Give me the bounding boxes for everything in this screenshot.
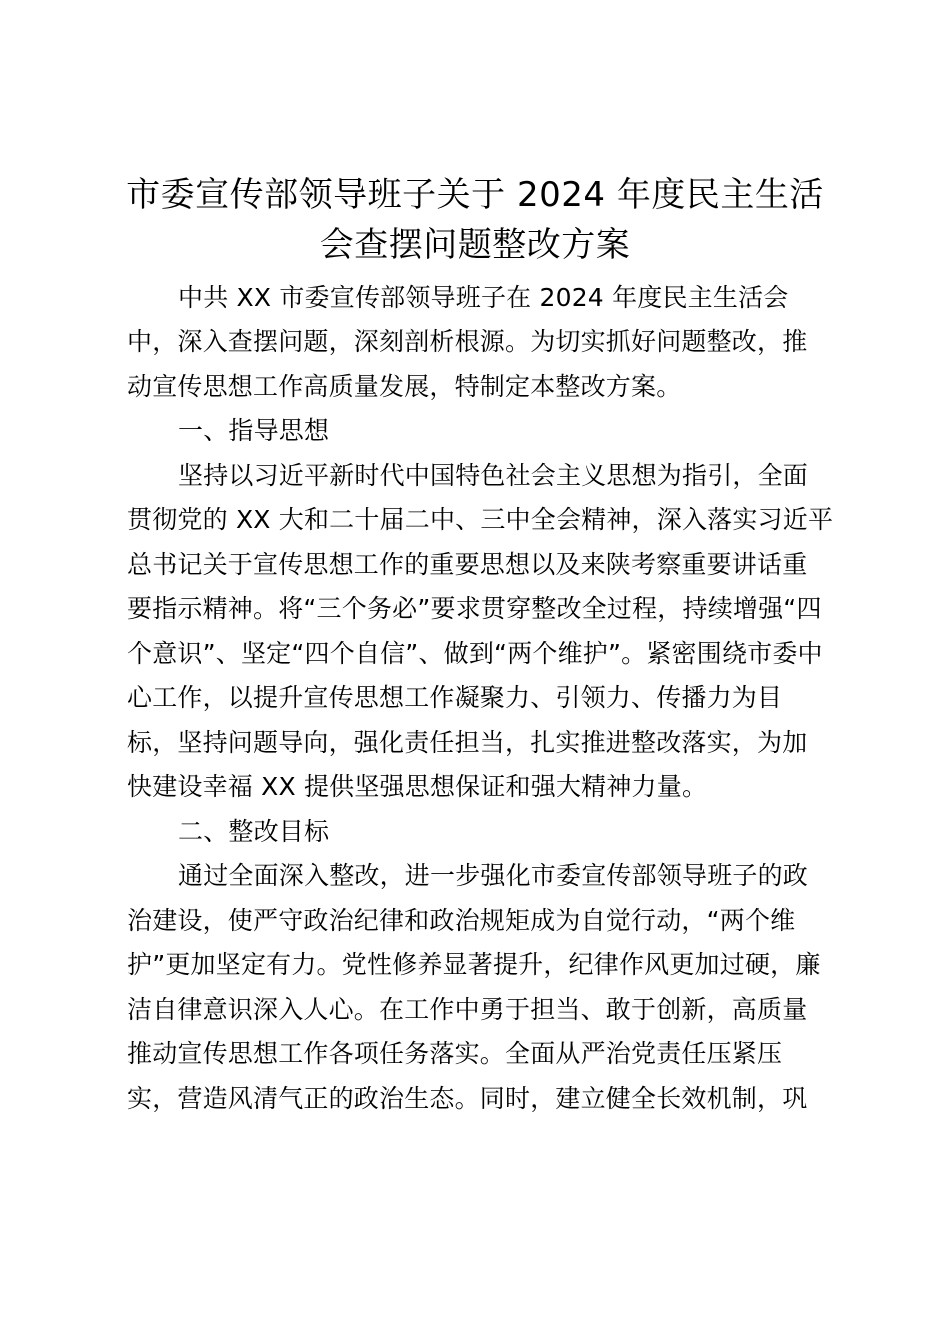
body-line-1: 中共 XX 市委宣传部领导班子在 2024 年度民主生活会 <box>178 283 789 312</box>
body-line-16: 护”更加坚定有力。党性修养显著提升，纪律作风更加过硬，廉 <box>127 950 821 979</box>
body-line-12: 快建设幸福 XX 提供坚强思想保证和强大精神力量。 <box>127 772 708 801</box>
body-line-3: 动宣传思想工作高质量发展，特制定本整改方案。 <box>127 372 682 401</box>
body-line-7: 总书记关于宣传思想工作的重要思想以及来陕考察重要讲话重 <box>127 550 808 579</box>
body-line-17: 洁自律意识深入人心。在工作中勇于担当、敢于创新，高质量 <box>127 995 808 1024</box>
section-heading-2: 二、整改目标 <box>178 817 330 846</box>
body-line-19: 实，营造风清气正的政治生态。同时，建立健全长效机制，巩 <box>127 1084 808 1113</box>
body-line-5: 坚持以习近平新时代中国特色社会主义思想为指引，全面 <box>178 461 809 490</box>
body-line-10: 心工作，以提升宣传思想工作凝聚力、引领力、传播力为目 <box>127 683 783 712</box>
body-line-2: 中，深入查摆问题，深刻剖析根源。为切实抓好问题整改，推 <box>127 327 808 356</box>
body-line-14: 通过全面深入整改，进一步强化市委宣传部领导班子的政 <box>178 861 809 890</box>
body-line-8: 要指示精神。将“三个务必”要求贯穿整改全过程，持续增强“四 <box>127 594 822 623</box>
body-line-11: 标，坚持问题导向，强化责任担当，扎实推进整改落实，为加 <box>127 728 808 757</box>
body-line-6: 贯彻党的 XX 大和二十届二中、三中全会精神，深入落实习近平 <box>127 505 834 534</box>
document-title-line-1: 市委宣传部领导班子关于 2024 年度民主生活 <box>126 175 824 215</box>
body-line-9: 个意识”、坚定“四个自信”、做到“两个维护”。紧密围绕市委中 <box>127 639 823 668</box>
document-title-line-2: 会查摆问题整改方案 <box>319 225 631 265</box>
body-line-18: 推动宣传思想工作各项任务落实。全面从严治党责任压紧压 <box>127 1039 783 1068</box>
section-heading-1: 一、指导思想 <box>178 416 330 445</box>
body-line-15: 治建设，使严守政治纪律和政治规矩成为自觉行动，“两个维 <box>127 906 796 935</box>
